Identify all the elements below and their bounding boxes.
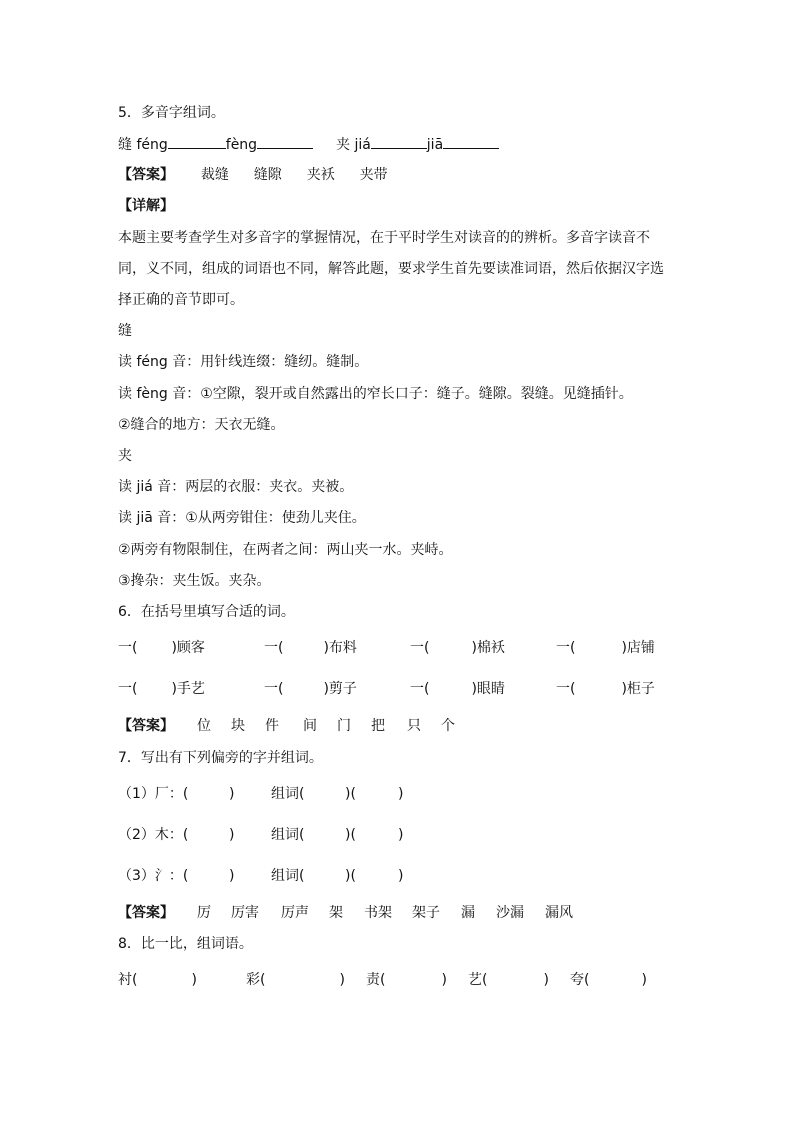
q7-answer-3: 厉声 <box>281 905 309 921</box>
q7-answer-8: 沙漏 <box>496 905 524 921</box>
q6-item-4 <box>556 638 655 658</box>
q7-answer-7: 漏 <box>461 905 475 921</box>
q5-explain-line-2: 同，义不同，组成的词语也不同，解答此题，要求学生首先要读准词语，然后依据汉字选 <box>118 261 664 277</box>
q8-item-1 <box>118 970 197 990</box>
q8-item-5 <box>570 970 647 990</box>
q6-item-6 <box>264 679 357 699</box>
q5-char2: 夹 <box>335 137 350 153</box>
q7-row-1-end: ) <box>398 786 404 802</box>
q5-explain-line-6: 读 fèng 音：①空隙，裂开或自然露出的窄长口子：缝子。缝隙。裂缝。见缝插针。 <box>118 386 633 402</box>
q6-item-1 <box>118 638 205 658</box>
q6-item-4-post: )店铺 <box>621 640 655 656</box>
q6-item-7 <box>410 679 505 699</box>
q8-item-2-pre: 彩( <box>246 972 266 988</box>
q5-explain-line-7: ②缝合的地方：天衣无缝。 <box>118 417 285 433</box>
q8-item-4-post: ) <box>543 972 549 988</box>
q8-item-3-pre: 责( <box>366 972 386 988</box>
q6-item-1-post: )顾客 <box>171 640 205 656</box>
q5-answer-3: 夹袄 <box>306 167 335 183</box>
q5-explain-line-1: 本题主要考查学生对多音字的掌握情况，在于平时学生对读音的的辨析。多音字读音不 <box>118 230 650 246</box>
q7-answer-4: 架 <box>329 905 343 921</box>
q6-answer-1: 位 <box>197 718 211 734</box>
q5-answer-label: 【答案】 <box>118 167 174 183</box>
q8-item-3-post: ) <box>441 972 447 988</box>
q6-answer-6: 把 <box>371 718 385 734</box>
q6-item-6-pre: 一( <box>264 681 284 697</box>
q5-blank-2[interactable] <box>257 134 313 149</box>
q5-explain-line-8: 夹 <box>118 448 132 464</box>
q5-blank-3[interactable] <box>371 134 427 149</box>
q7-answer-label: 【答案】 <box>118 905 174 921</box>
q5-answer-line <box>118 165 388 185</box>
q8-item-2-post: ) <box>339 972 345 988</box>
q6-item-2-post: )布料 <box>323 640 357 656</box>
q7-row-2-close: ) <box>229 827 235 843</box>
q6-answer-2: 块 <box>231 718 245 734</box>
q8-item-1-post: ) <box>191 972 197 988</box>
q5-explain-label: 【详解】 <box>118 198 174 214</box>
q8-item-4-pre: 艺( <box>468 972 488 988</box>
q6-item-8-post: )柜子 <box>621 681 655 697</box>
q7-answer-9: 漏风 <box>545 905 573 921</box>
q5-explain-line-4: 缝 <box>118 323 132 339</box>
q6-item-5-post: )手艺 <box>171 681 205 697</box>
q6-item-3-pre: 一( <box>410 640 430 656</box>
q6-answer-3: 件 <box>265 718 279 734</box>
q6-item-6-post: )剪子 <box>323 681 357 697</box>
q5-answer-2: 缝隙 <box>253 167 282 183</box>
q7-answer-6: 架子 <box>412 905 440 921</box>
q6-item-7-post: )眼睛 <box>471 681 505 697</box>
q6-item-7-pre: 一( <box>410 681 430 697</box>
q6-item-1-pre: 一( <box>118 640 138 656</box>
q5-explain-line-11: ②两旁有物限制住，在两者之间：两山夹一水。夹峙。 <box>118 542 453 558</box>
q5-prompt <box>118 134 499 155</box>
q8-item-3 <box>366 970 447 990</box>
q6-item-8 <box>556 679 655 699</box>
q7-row-3-label: （3）氵：( <box>118 868 189 884</box>
q5-explain-line-9: 读 jiá 音：两层的衣服：夹衣。夹被。 <box>118 479 354 495</box>
q7-answer-1: 厉 <box>197 905 211 921</box>
q7-row-2-mid: )( <box>345 827 356 843</box>
q5-explain-line-10: 读 jiā 音：①从两旁钳住：使劲儿夹住。 <box>118 510 366 526</box>
q8-item-2 <box>246 970 345 990</box>
q6-item-8-pre: 一( <box>556 681 576 697</box>
q8-title: 8．比一比，组词语。 <box>118 936 253 952</box>
q6-item-2-pre: 一( <box>264 640 284 656</box>
q5-blank-1[interactable] <box>168 134 226 149</box>
q6-answer-5: 门 <box>337 718 351 734</box>
q6-answer-label: 【答案】 <box>118 718 174 734</box>
q7-row-2-end: ) <box>398 827 404 843</box>
q6-title: 6．在括号里填写合适的词。 <box>118 604 295 620</box>
q5-explain-line-3: 择正确的音节即可。 <box>118 292 244 308</box>
q6-item-3-post: )棉袄 <box>471 640 505 656</box>
q7-row-3-zuci: 组词( <box>271 868 305 884</box>
q7-row-2-zuci: 组词( <box>271 827 305 843</box>
q7-answer-5: 书架 <box>364 905 392 921</box>
q8-item-1-pre: 衬( <box>118 972 138 988</box>
q5-answer-1: 裁缝 <box>200 167 229 183</box>
q5-explain-line-5: 读 féng 音：用针线连缀：缝纫。缝制。 <box>118 354 369 370</box>
q6-answer-8: 个 <box>441 718 455 734</box>
q8-item-4 <box>468 970 549 990</box>
q6-item-5-pre: 一( <box>118 681 138 697</box>
q7-row-3-end: ) <box>398 868 404 884</box>
q7-row-2-label: （2）木：( <box>118 827 189 843</box>
q7-row-1-zuci: 组词( <box>271 786 305 802</box>
q7-answer-2: 厉害 <box>231 905 259 921</box>
q5-pinyin2b: jiā <box>426 137 444 153</box>
q5-pinyin1a: féng <box>136 137 168 153</box>
q6-item-5 <box>118 679 205 699</box>
q5-blank-4[interactable] <box>443 134 499 149</box>
q7-row-1-label: （1）厂：( <box>118 786 189 802</box>
q6-answer-7: 只 <box>407 718 421 734</box>
q7-row-1-mid: )( <box>345 786 356 802</box>
q5-pinyin2a: jiá <box>354 137 371 153</box>
q8-item-5-pre: 夸( <box>570 972 590 988</box>
q5-pinyin1b: fèng <box>225 137 258 153</box>
q7-row-3-close: ) <box>229 868 235 884</box>
q5-explain-line-12: ③搀杂：夹生饭。夹杂。 <box>118 573 271 589</box>
q7-row-3-mid: )( <box>345 868 356 884</box>
q6-answer-4: 间 <box>303 718 317 734</box>
q5-answer-4: 夹带 <box>359 167 388 183</box>
q6-item-3 <box>410 638 505 658</box>
q5-title: 5．多音字组词。 <box>118 105 225 121</box>
q8-item-5-post: ) <box>641 972 647 988</box>
q5-char1: 缝 <box>118 137 132 153</box>
q7-row-1-close: ) <box>229 786 235 802</box>
q7-title: 7．写出有下列偏旁的字并组词。 <box>118 750 323 766</box>
q6-item-2 <box>264 638 357 658</box>
q6-item-4-pre: 一( <box>556 640 576 656</box>
